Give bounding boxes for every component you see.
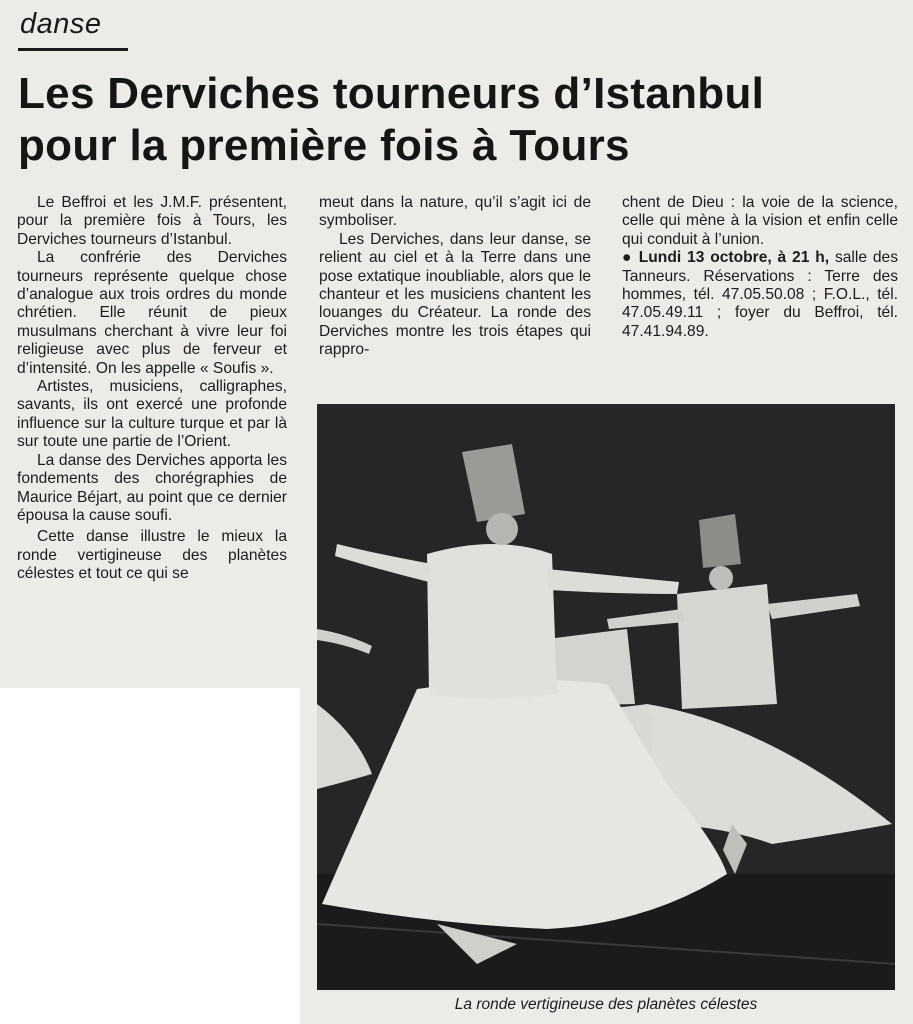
paragraph: chent de Dieu : la voie de la science, celle qui mène à la vision et enfin celle qui conduit à l’union. <box>622 194 898 248</box>
paragraph: Cette danse illustre le mieux la ronde vertigineuse des planètes célestes et tout ce qui se <box>17 528 287 583</box>
headline-line-2: pour la première fois à Tours <box>18 121 630 170</box>
photo-illustration <box>317 404 895 990</box>
rubric-underline <box>18 48 128 51</box>
paragraph: Les Derviches, dans leur danse, se relient au ciel et à la Terre dans une pose extatique inoubliable, alors que le chanteur et les musiciens chantent les louanges du Créateur. La ronde des Derviches montre les trois étapes qui rappro- <box>319 230 591 359</box>
headline-line-1: Les Derviches tourneurs d’Istanbul <box>18 69 765 118</box>
event-info <box>622 249 898 341</box>
photo-whirling-dervishes <box>317 404 895 990</box>
photo-caption: La ronde vertigineuse des planètes célestes <box>454 996 758 1013</box>
event-date: ● Lundi 13 octobre, à 21 h, <box>622 249 830 267</box>
section-rubric: danse <box>20 8 102 40</box>
paragraph: Le Beffroi et les J.M.F. présentent, pour la première fois à Tours, les Derviches tourneurs d’Istanbul. <box>17 194 287 248</box>
event-details: salle des Tanneurs. Réservations : Terre des hommes, tél. 47.05.50.08 ; F.O.L., tél. 47.05.49.11 ; foyer du Beffroi, tél. 47.41.94.89. <box>622 249 899 340</box>
article-column-1 <box>17 194 287 584</box>
paragraph: La confrérie des Derviches tourneurs représente quelque chose d’analogue aux trois ordres du monde chrétien. Elle réunit de pieux musulmans cherchant à vivre leur foi religieuse avec plus de ferveur et d’intensité. On les appelle « Soufis ». <box>17 249 287 377</box>
article-column-2 <box>319 194 591 360</box>
paragraph: meut dans la nature, qu’il s’agit ici de symboliser. <box>319 194 591 230</box>
paragraph: Artistes, musiciens, calligraphes, savants, ils ont exercé une profonde influence sur la culture turque et par là sur toute une partie de l’Orient. <box>17 378 287 451</box>
blank-margin <box>0 688 300 1024</box>
paragraph: La danse des Derviches apporta les fondements des chorégraphies de Maurice Béjart, au point que ce dernier épousa la cause soufi. <box>17 451 287 524</box>
headline <box>18 68 908 172</box>
article-column-3 <box>622 194 898 341</box>
